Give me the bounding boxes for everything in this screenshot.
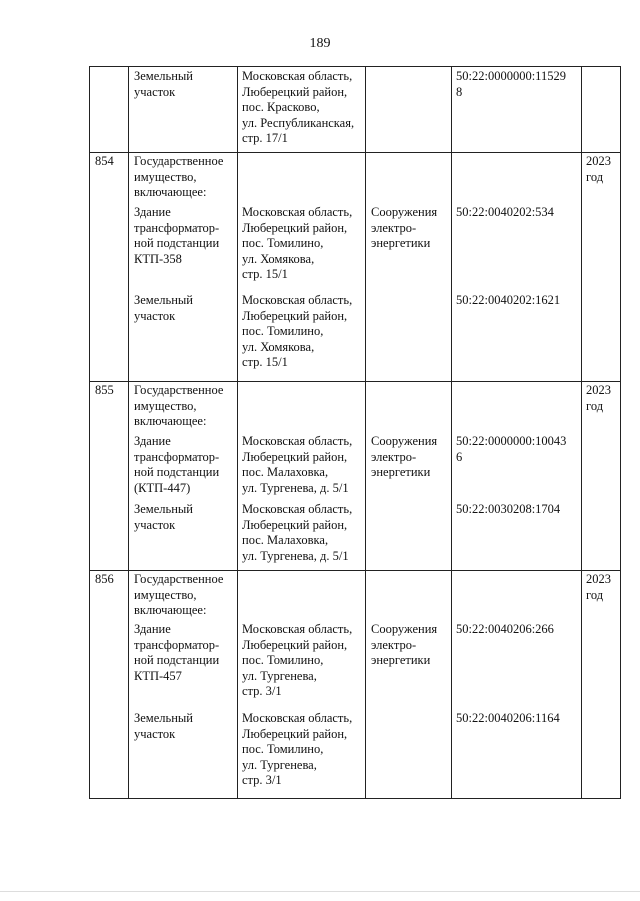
cadastral-number: 50:22:0040206:1164 [456, 711, 560, 725]
property-group-header: Государственное имущество, включающее: [134, 154, 224, 200]
row-divider [90, 381, 620, 382]
property-group-header: Государственное имущество, включающее: [134, 572, 224, 618]
property-table [89, 66, 621, 799]
cadastral-number: 50:22:0000000:10043 6 [456, 434, 567, 464]
land-plot-name: Земельный участок [134, 502, 193, 532]
row-divider [90, 152, 620, 153]
address-cell: Московская область, Люберецкий район, пос. Малаховка, ул. Тургенева, д. 5/1 [242, 502, 353, 563]
year-cell: 2023 год [586, 383, 611, 413]
row-divider [90, 570, 620, 571]
row-number: 854 [95, 154, 114, 168]
purpose-cell: Сооружения электро- энергетики [371, 205, 438, 251]
property-group-header: Государственное имущество, включающее: [134, 383, 224, 429]
land-plot-name: Земельный участок [134, 293, 193, 323]
building-name: Здание трансформатор- ной подстанции (КТП-447) [134, 434, 220, 495]
purpose-cell: Сооружения электро- энергетики [371, 622, 438, 668]
cadastral-number: 50:22:0000000:11529 8 [456, 69, 566, 99]
column-divider [128, 67, 129, 798]
cadastral-number: 50:22:0040202:1621 [456, 293, 561, 307]
address-cell: Московская область, Люберецкий район, пос. Малаховка, ул. Тургенева, д. 5/1 [242, 434, 353, 495]
year-cell: 2023 год [586, 572, 611, 602]
land-plot-name: Земельный участок [134, 69, 193, 99]
cadastral-number: 50:22:0030208:1704 [456, 502, 561, 516]
year-cell: 2023 год [586, 154, 611, 184]
column-divider [365, 67, 366, 798]
address-cell: Московская область, Люберецкий район, пос. Томилино, ул. Тургенева, стр. 3/1 [242, 622, 353, 699]
address-cell: Московская область, Люберецкий район, пос. Томилино, ул. Хомякова, стр. 15/1 [242, 293, 353, 370]
page-number: 189 [309, 36, 331, 51]
cadastral-number: 50:22:0040206:266 [456, 622, 554, 636]
cadastral-number: 50:22:0040202:534 [456, 205, 554, 219]
column-divider [237, 67, 238, 798]
land-plot-name: Земельный участок [134, 711, 193, 741]
building-name: Здание трансформатор- ной подстанции КТП-358 [134, 205, 220, 266]
purpose-cell: Сооружения электро- энергетики [371, 434, 438, 480]
column-divider [581, 67, 582, 798]
address-cell: Московская область, Люберецкий район, пос. Красково, ул. Республиканская, стр. 17/1 [242, 69, 355, 146]
row-number: 855 [95, 383, 114, 397]
scan-edge [0, 891, 640, 892]
column-divider [451, 67, 452, 798]
row-number: 856 [95, 572, 114, 586]
building-name: Здание трансформатор- ной подстанции КТП-457 [134, 622, 220, 683]
address-cell: Московская область, Люберецкий район, пос. Томилино, ул. Хомякова, стр. 15/1 [242, 205, 353, 282]
address-cell: Московская область, Люберецкий район, пос. Томилино, ул. Тургенева, стр. 3/1 [242, 711, 353, 788]
